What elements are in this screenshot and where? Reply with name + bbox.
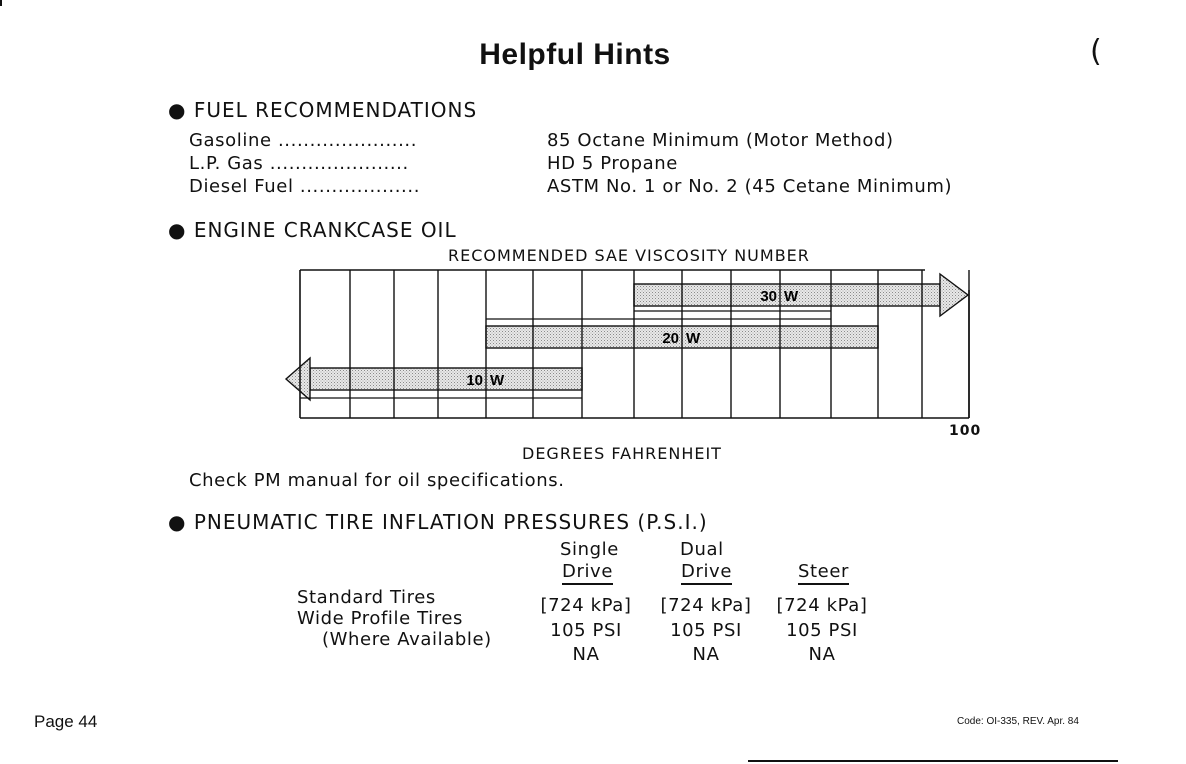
row-label-where: (Where Available) [322, 629, 492, 650]
scan-mark [0, 0, 2, 6]
leader-dots: ...................... [269, 153, 409, 174]
tires-heading-text: PNEUMATIC TIRE INFLATION PRESSURES (P.S.I.) [193, 510, 708, 534]
leader-dots: ................... [299, 176, 421, 197]
arrow-left-icon [286, 358, 310, 400]
oil-heading-text: ENGINE CRANKCASE OIL [193, 218, 457, 242]
fuel-spec: ASTM No. 1 or No. 2 (45 Cetane Minimum) [547, 176, 953, 197]
col-single-line2: Drive [562, 561, 613, 582]
viscosity-bar-10w [310, 368, 582, 390]
axis-label: DEGREES FAHRENHEIT [522, 444, 722, 463]
page-number: Page 44 [34, 712, 98, 731]
bar-label-number: 30 [760, 288, 777, 305]
value-cell: NA [572, 644, 600, 665]
fuel-name: Gasoline [189, 130, 272, 151]
fuel-row-gasoline [189, 129, 952, 152]
fuel-spec: 85 Octane Minimum (Motor Method) [547, 130, 894, 151]
bullet-icon: ● [168, 98, 187, 122]
fuel-name: Diesel Fuel [189, 176, 294, 197]
page-title: Helpful Hints [479, 38, 671, 71]
value-cell: [724 kPa] [660, 595, 752, 616]
fuel-table [189, 129, 952, 198]
value-cell: NA [692, 644, 720, 665]
bullet-icon: ● [168, 218, 187, 242]
fuel-row-lp-gas [189, 152, 952, 175]
value-cell: 105 PSI [786, 619, 858, 641]
bar-label-unit: W [686, 330, 701, 347]
col-steer-line2: Steer [798, 561, 849, 582]
col-dual-line1: Dual [680, 539, 724, 560]
tire-col-dual [646, 594, 766, 668]
bar-label-number: 20 [662, 330, 679, 347]
chart-title: RECOMMENDED SAE VISCOSITY NUMBER [448, 246, 810, 265]
arrow-right-icon [940, 274, 968, 316]
fuel-name: L.P. Gas [189, 153, 264, 174]
col-dual-line2: Drive [681, 561, 732, 582]
value-cell: NA [808, 644, 836, 665]
tire-row-labels [297, 587, 492, 650]
value-cell: 105 PSI [670, 619, 742, 641]
row-label-standard: Standard Tires [297, 587, 436, 608]
oil-note: Check PM manual for oil specifications. [189, 470, 565, 491]
tire-col-single [526, 594, 646, 668]
viscosity-chart [280, 262, 980, 426]
bullet-icon: ● [168, 510, 187, 534]
leader-dots: ...................... [277, 130, 418, 151]
tire-col-steer [762, 594, 882, 668]
footer-rule [748, 760, 1118, 762]
value-cell: [724 kPa] [776, 595, 868, 616]
col-single-line1: Single [560, 539, 619, 560]
corner-mark: ( [1090, 34, 1102, 69]
bar-label-unit: W [784, 288, 799, 305]
document-code: Code: OI-335, REV. Apr. 84 [957, 716, 1079, 727]
fuel-heading-text: FUEL RECOMMENDATIONS [193, 98, 478, 122]
fuel-spec: HD 5 Propane [547, 153, 678, 174]
fuel-row-diesel [189, 175, 952, 198]
oil-heading [168, 218, 457, 242]
bar-label-number: 10 [466, 372, 483, 389]
value-cell: 105 PSI [550, 619, 622, 641]
axis-tick-100: 100 [949, 423, 982, 439]
row-label-wide: Wide Profile Tires [297, 608, 464, 629]
fuel-heading [168, 98, 477, 122]
bar-label-unit: W [490, 372, 505, 389]
tires-heading [168, 510, 708, 534]
value-cell: [724 kPa] [540, 595, 632, 616]
